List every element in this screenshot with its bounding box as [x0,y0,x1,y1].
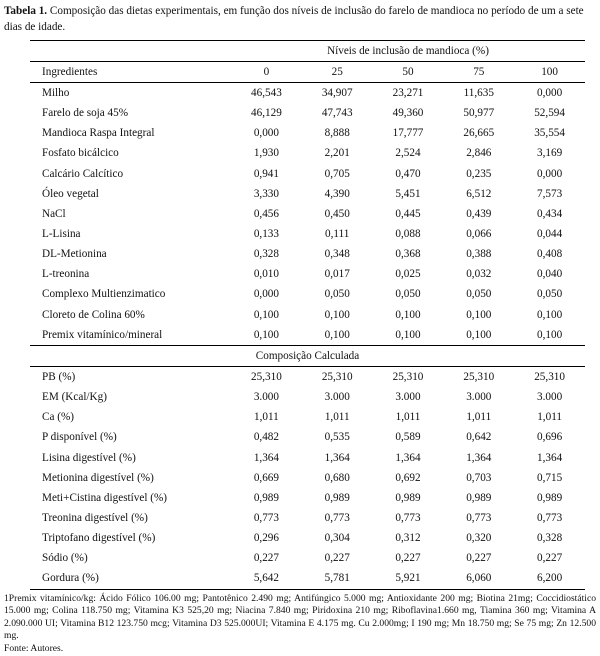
table-cell: 1,011 [537,411,562,424]
table-cell: 0,100 [466,328,492,341]
table-row [30,508,585,528]
table-cell: 17,777 [392,127,424,140]
table-cell: 4,390 [324,187,350,200]
premix-note: 1Premix vitamínico/kg: Ácido Fólico 106.00 mg; Pantotênico 2.490 mg; Antifúngico 5.000 mg; Antioxidante 200 mg; Biotina 21mg; Coccidiostático 15.000 mg; Colina 118.750 mg; Vitamina K3 525,20 mg; Niacina 7.840 mg; Piridoxina 210 mg; Riboflavina1.660 mg, Tiamina 360 mg; Vitamina A 2.090.000 UI; Vitamina B12 123.750 mcg; Vitamina D3 525.000UI; Vitamina E 4.175 mg. Cu 2.000mg; I 190 mg; Mn 18.750 mg; Se 75 mg; Zn 12.500 mg. [4,593,596,642]
table-cell: 6,200 [514,568,585,589]
section-row [30,345,585,366]
table-row [30,528,585,548]
table-row [30,468,585,488]
row-label: Cloreto de Colina 60% [42,308,145,321]
diet-composition-table [30,40,585,590]
table-cell: 34,907 [321,87,353,100]
table-cell: 0,368 [395,248,421,261]
table-cell: 3.000 [466,391,492,404]
table-row [30,103,585,123]
table-cell: 0,032 [466,268,492,281]
table-cell: 0,470 [395,167,421,180]
table-cell: 35,554 [534,127,565,140]
level-header: 25 [302,62,373,83]
table-row [30,83,585,104]
table-cell: 1,011 [324,411,350,424]
table-cell: 25,310 [534,371,565,384]
table-row [30,325,585,346]
row-label: Lisina digestível (%) [42,451,136,464]
table-cell: 0,669 [253,471,279,484]
table-cell: 0,025 [395,268,421,281]
table-cell: 0,450 [324,207,350,220]
table-cell: 0,705 [324,167,350,180]
table-cell: 0,111 [325,228,350,241]
table-caption [4,3,594,35]
table-cell: 0,989 [253,491,279,504]
table-cell: 1,364 [395,451,421,464]
table-cell: 11,635 [463,87,494,100]
table-cell: 1,930 [253,147,279,160]
group-header-row [30,41,585,62]
table-row [30,387,585,407]
table-row [30,548,585,568]
table-cell: 2,201 [324,147,350,160]
row-label: DL-Metionina [42,248,107,261]
row-label: Farelo de soja 45% [42,107,129,120]
table-row [30,143,585,163]
table-cell: 0,456 [253,207,279,220]
table-cell: 3.000 [395,391,421,404]
table-cell: 0,434 [537,207,563,220]
table-cell: 46,129 [251,107,282,120]
table-cell: 0,296 [253,532,279,545]
row-label: L-treonina [42,268,90,281]
table-cell: 0,017 [324,268,350,281]
row-label: Sódio (%) [42,552,88,565]
row-label: PB (%) [42,371,76,384]
row-label: Mandioca Raspa Integral [42,127,155,140]
table-cell: 0,050 [466,288,492,301]
level-header: 75 [443,62,514,83]
table-cell: 1,011 [254,411,279,424]
table-cell: 0,773 [395,512,421,525]
table-cell: 0,773 [537,512,563,525]
table-row [30,164,585,184]
table-cell: 0,388 [466,248,492,261]
table-cell: 0,696 [537,431,563,444]
table-cell: 3.000 [324,391,350,404]
table-cell: 47,743 [321,107,353,120]
table-cell: 6,060 [443,568,514,589]
table-cell: 0,100 [395,308,421,321]
table-cell: 0,348 [324,248,350,261]
table-row [30,184,585,204]
table-cell: 0,989 [324,491,350,504]
row-label: Milho [42,87,70,100]
table-cell: 0,100 [253,308,279,321]
table-cell: 0,989 [395,491,421,504]
table-cell: 0,535 [324,431,350,444]
table-cell: 0,304 [324,532,350,545]
table-cell: 0,000 [253,288,279,301]
table-cell: 0,227 [466,552,492,565]
table-cell: 0,100 [537,328,563,341]
table-cell: 0,100 [324,308,350,321]
table-row [30,204,585,224]
group-header: Níveis de inclusão de mandioca (%) [231,41,585,62]
table-cell: 0,715 [537,471,563,484]
ingredient-header: Ingredientes [30,62,231,83]
table-cell: 0,000 [253,127,279,140]
table-cell: 5,451 [395,187,421,200]
table-cell: 0,100 [324,328,350,341]
table-cell: 0,989 [466,491,492,504]
table-cell: 0,100 [253,328,279,341]
table-row [30,244,585,264]
table-cell: 0,044 [537,228,563,241]
table-cell: 3,169 [537,147,563,160]
table-cell: 26,665 [463,127,495,140]
level-header: 100 [514,62,585,83]
table-cell: 0,000 [537,167,563,180]
table-cell: 0,642 [466,431,492,444]
table-cell: 5,642 [231,568,302,589]
table-row [30,568,585,589]
row-label: Metionina digestível (%) [42,471,154,484]
table-cell: 25,310 [392,371,424,384]
table-row [30,123,585,143]
row-label: Premix vitamínico/mineral [42,328,163,341]
row-label: Fosfato bicálcico [42,147,119,160]
table-cell: 1,364 [466,451,492,464]
table-cell: 0,312 [395,532,421,545]
table-cell: 0,227 [253,552,279,565]
table-cell: 0,320 [466,532,492,545]
table-row [30,224,585,244]
caption-text: Composição das dietas experimentais, em função dos níveis de inclusão do farelo de mandioca no período de um a sete dias de idade. [4,5,584,33]
table-cell: 3,330 [253,187,279,200]
row-label: L-Lisina [42,228,81,241]
table-cell: 0,066 [466,228,492,241]
table-cell: 0,133 [253,228,279,241]
table-cell: 1,011 [395,411,421,424]
table-cell: 0,773 [253,512,279,525]
table-cell: 50,977 [463,107,495,120]
table-cell: 25,310 [463,371,495,384]
table-cell: 0,227 [537,552,563,565]
table-cell: 8,888 [324,127,350,140]
table-cell: 46,543 [251,87,282,100]
table-cell: 0,941 [253,167,279,180]
table-row [30,488,585,508]
table-cell: 2,524 [395,147,421,160]
column-header-row [30,62,585,83]
row-label: NaCl [42,207,66,220]
row-label: P disponível (%) [42,431,117,444]
caption-label: Tabela 1. [4,5,48,17]
table-cell: 1,364 [324,451,350,464]
table-cell: 3.000 [253,391,279,404]
table-cell: 0,408 [537,248,563,261]
table-row [30,427,585,447]
table-row [30,264,585,284]
table-row [30,284,585,304]
table-cell: 0,989 [537,491,563,504]
table-cell: 52,594 [534,107,565,120]
table-cell: 1,364 [537,451,563,464]
row-label: Calcário Calcítico [42,167,124,180]
table-cell: 3.000 [537,391,563,404]
table-cell: 0,773 [466,512,492,525]
table-row [30,366,585,387]
section-title: Composição Calculada [30,345,585,366]
table-cell: 0,010 [253,268,279,281]
table-cell: 0,227 [395,552,421,565]
source-note: Fonte: Autores. [4,642,64,654]
row-label: Meti+Cistina digestível (%) [42,491,168,504]
table-cell: 0,773 [324,512,350,525]
row-label: EM (Kcal/Kg) [42,391,107,404]
table-cell: 0,439 [466,207,492,220]
row-label: Gordura (%) [30,568,231,589]
table-cell: 0,227 [324,552,350,565]
table-cell: 25,310 [321,371,353,384]
table-cell: 0,050 [395,288,421,301]
table-cell: 0,328 [253,248,279,261]
table-row [30,448,585,468]
table-cell: 0,050 [324,288,350,301]
table-cell: 0,050 [537,288,563,301]
row-label: Treonina digestível (%) [42,512,148,525]
table-cell: 0,088 [395,228,421,241]
table-cell: 23,271 [392,87,424,100]
table-cell: 0,040 [537,268,563,281]
table-cell: 0,235 [466,167,492,180]
table-cell: 0,680 [324,471,350,484]
level-header: 0 [231,62,302,83]
table-cell: 1,364 [253,451,279,464]
table-cell: 6,512 [466,187,492,200]
table-cell: 0,100 [537,308,563,321]
level-header: 50 [373,62,444,83]
table-cell: 0,100 [395,328,421,341]
table-cell: 0,589 [395,431,421,444]
table-cell: 2,846 [466,147,492,160]
table-cell: 0,000 [537,87,563,100]
row-label: Óleo vegetal [42,187,99,200]
table-cell: 5,781 [302,568,373,589]
table-cell: 0,328 [537,532,563,545]
table-cell: 1,011 [466,411,492,424]
table-cell: 0,692 [395,471,421,484]
table-row [30,305,585,325]
table-footnote [4,593,596,655]
row-label: Complexo Multienzimatico [42,288,166,301]
table-cell: 25,310 [251,371,282,384]
table-cell: 0,445 [395,207,421,220]
table-cell: 7,573 [537,187,563,200]
table-row [30,407,585,427]
table-cell: 0,100 [466,308,492,321]
table-cell: 0,703 [466,471,492,484]
table-cell: 0,482 [253,431,279,444]
row-label: Triptofano digestível (%) [42,532,156,545]
table-cell: 49,360 [392,107,424,120]
table-cell: 5,921 [373,568,444,589]
row-label: Ca (%) [42,411,74,424]
